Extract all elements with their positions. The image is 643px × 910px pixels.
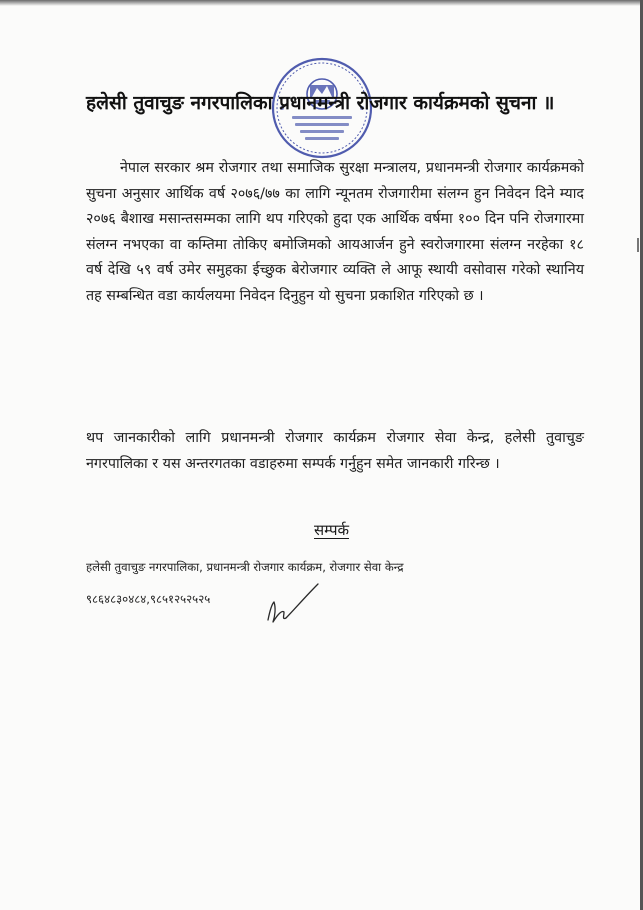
scan-edge-top [0,0,643,6]
contact-phone: ९८६४८३०४८४,९८५१२५२५२५ [86,592,211,606]
contact-heading [0,520,643,540]
scan-edge-mark [637,238,639,252]
contact-organization: हलेसी तुवाचुङ नगरपालिका, प्रधानमन्त्री रोजगार कार्यक्रम, रोजगार सेवा केन्द्र [86,560,404,574]
handwritten-signature-icon [262,580,322,630]
document-title: हलेसी तुवाचुङ नगरपालिका प्रधानमन्त्री रोजगार कार्यक्रमको सुचना ॥ [86,92,555,114]
body-paragraph-1: नेपाल सरकार श्रम रोजगार तथा समाजिक सुरक्षा मन्त्रालय, प्रधानमन्त्री रोजगार कार्यक्रमको सुचना अनुसार आर्थिक वर्ष २०७६/७७ का लागि न्यूनतम रोजगारीमा संलग्न हुन निवेदन दिने म्याद २०७६ बैशाख मसान्तसम्मका लागि थप गरिएको हुदा एक आर्थिक वर्षमा १०० दिन पनि रोजगारमा संलग्न नभएका वा कम्तिमा तोकिए बमोजिमको आयआर्जन हुने स्वरोजगारमा संलग्न नरहेका १८ वर्ष देखि ५९ वर्ष उमेर समुहका ईच्छुक बेरोजगार व्यक्ति ले आफू स्थायी वसोवास गरेको स्थानिय तह सम्बन्धित वडा कार्यलयमा निवेदन दिनुहुन यो सुचना प्रकाशित गरिएको छ । [86,160,584,304]
contact-heading-text: सम्पर्क [314,521,349,539]
body-paragraph-2: थप जानकारीको लागि प्रधानमन्त्री रोजगार कार्यक्रम रोजगार सेवा केन्द्र, हलेसी तुवाचुङ नगरपालिका र यस अन्तरगतका वडाहरुमा सम्पर्क गर्नुहुन समेत जानकारी गरिन्छ । [86,430,584,472]
